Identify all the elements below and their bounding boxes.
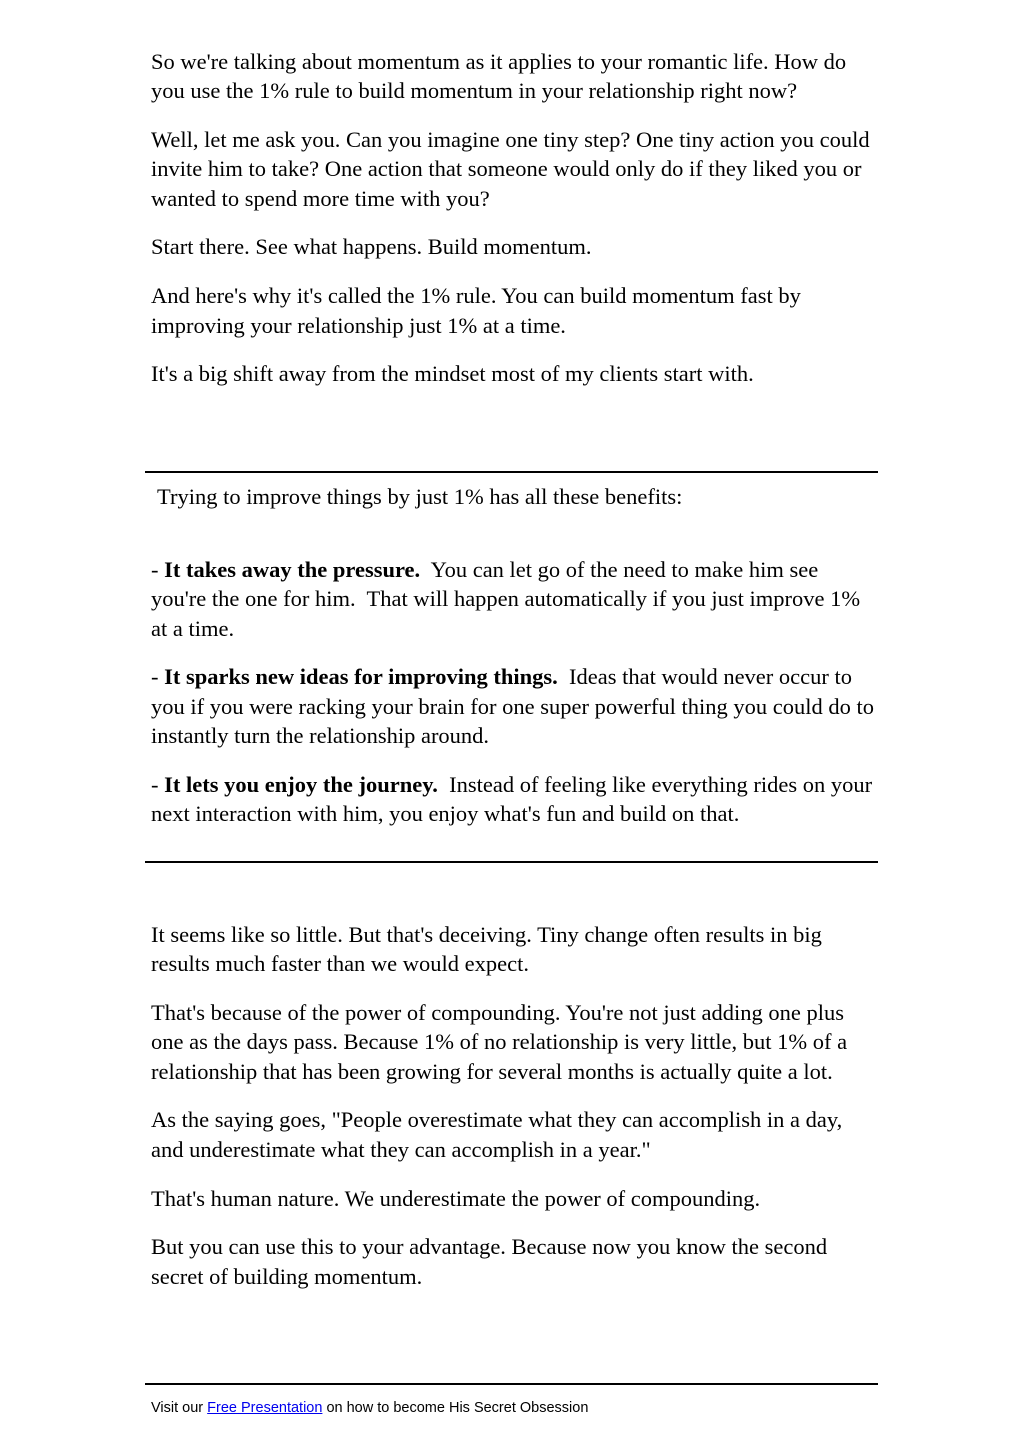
benefit-heading: It sparks new ideas for improving things. [164, 664, 558, 690]
intro-paragraph: It's a big shift away from the mindset most of my clients start with. [151, 361, 754, 387]
footer [151, 1398, 588, 1418]
footer-prefix: Visit our [151, 1400, 208, 1416]
benefit-dash: - [151, 557, 165, 582]
footer-suffix: on how to become His Secret Obsession [322, 1400, 589, 1416]
benefit-heading: It takes away the pressure. [164, 557, 421, 582]
intro-paragraph: Start there. See what happens. Build momentum. [151, 234, 592, 260]
benefit-dash: - [151, 664, 165, 690]
benefit-dash: - [151, 771, 165, 797]
benefit-heading: It lets you enjoy the journey. [164, 771, 438, 797]
footer-divider [145, 1383, 878, 1385]
closing-paragraph: It seems like so little. But that's deceiving. Tiny change often results in big results much faster than we would expect. [151, 922, 822, 977]
closing-paragraph: As the saying goes, "People overestimate what they can accomplish in a day, and underestimate what they can accomplish in a year." [151, 1107, 843, 1162]
benefits-lead: Trying to improve things by just 1% has all these benefits: [157, 484, 683, 509]
benefit-text: Instead of feeling like everything rides on your next interaction with him, you enjoy what's fun and build on that. [151, 771, 878, 827]
intro-paragraph: So we're talking about momentum as it applies to your romantic life. How do you use the 1% rule to build momentum in your relationship right now? [151, 49, 847, 104]
box-top-divider [145, 471, 878, 473]
closing-paragraph: That's human nature. We underestimate the power of compounding. [151, 1185, 761, 1211]
closing-section [151, 920, 876, 1291]
benefit-text: Ideas that would never occur to you if you were racking your brain for one super powerful thing you could do to instantly turn the relationship around. [151, 664, 880, 748]
benefits-list [151, 555, 880, 828]
intro-paragraph: Well, let me ask you. Can you imagine one tiny step? One tiny action you could invite him to take? One action that someone would only do if they liked you or wanted to spend more time with you? [151, 127, 870, 211]
closing-paragraph: But you can use this to your advantage. Because now you know the second secret of building momentum. [151, 1234, 828, 1289]
closing-paragraph: That's because of the power of compounding. You're not just adding one plus one as the days pass. Because 1% of no relationship is very little, but 1% of a relationship that has been growing for several months is actually quite a lot. [151, 1000, 848, 1084]
benefit-text: You can let go of the need to make him see you're the one for him. That will happen automatically if you just improve 1% at a time. [151, 557, 866, 641]
box-bottom-divider [145, 861, 878, 863]
benefit-item [151, 662, 880, 750]
benefit-item [151, 770, 876, 829]
intro-section [151, 47, 876, 389]
free-presentation-link[interactable]: Free Presentation [207, 1400, 323, 1416]
intro-paragraph: And here's why it's called the 1% rule. You can build momentum fast by improving your relationship just 1% at a time. [151, 283, 801, 338]
benefit-item [151, 555, 876, 643]
